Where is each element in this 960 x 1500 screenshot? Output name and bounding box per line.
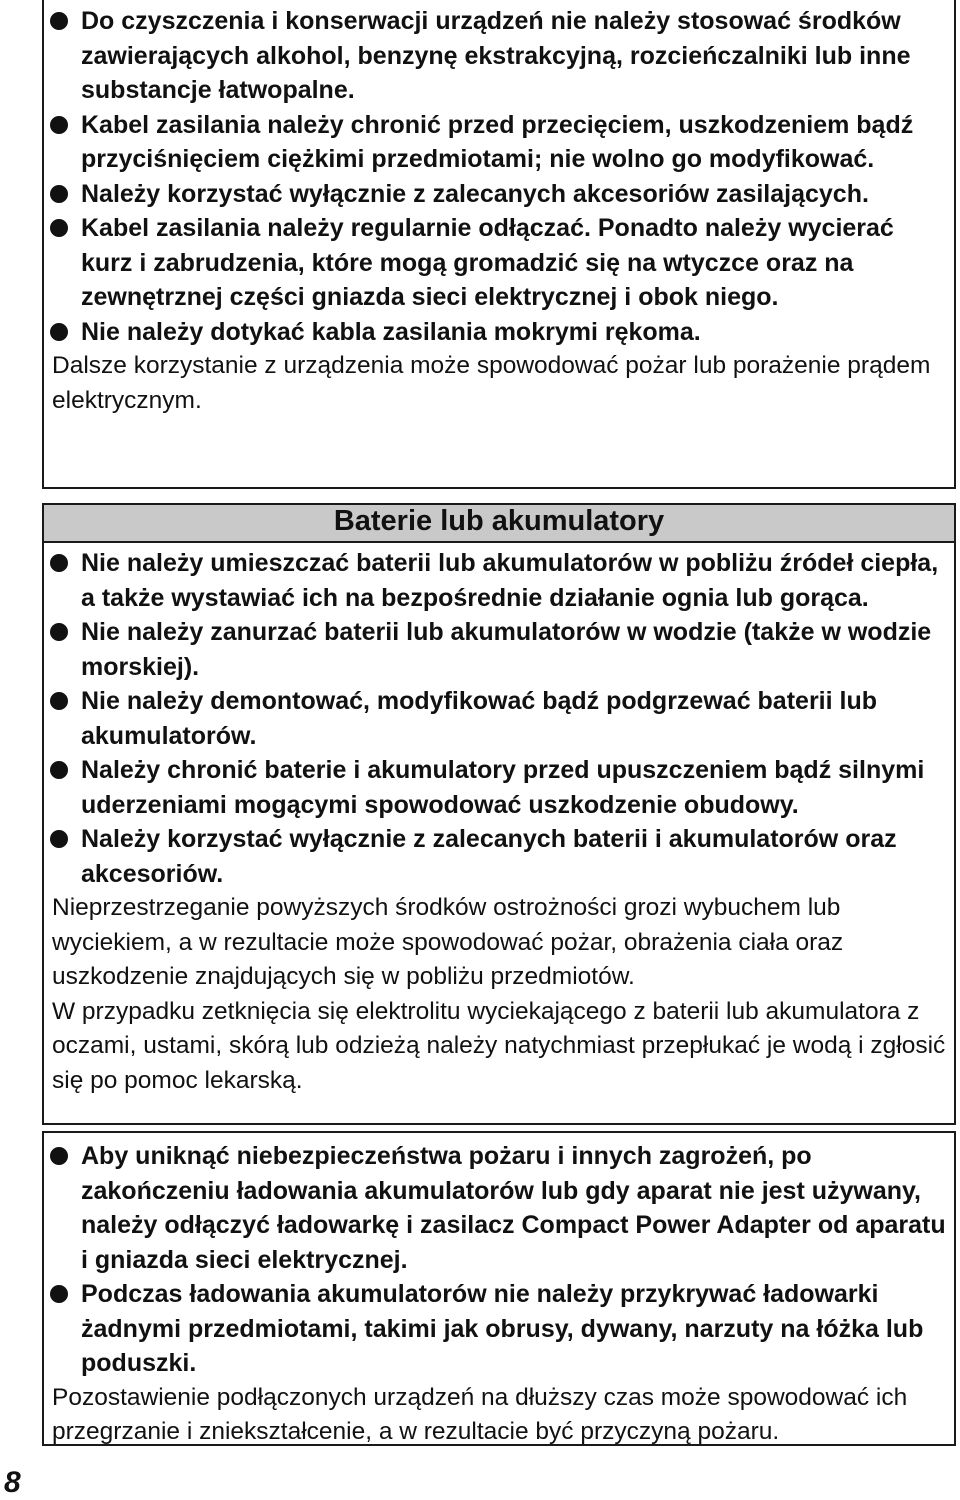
list-item xyxy=(50,315,950,350)
list-item-text: Należy korzystać wyłącznie z zalecanych baterii i akumulatorów oraz akcesoriów. xyxy=(81,825,897,888)
list-item xyxy=(50,546,950,615)
list-item-text: Należy chronić baterie i akumulatory przed upuszczeniem bądź silnymi uderzeniami mogącymi spowodować uszkodzenie obudowy. xyxy=(81,756,925,819)
list-item-text: Do czyszczenia i konserwacji urządzeń nie należy stosować środków zawierających alkohol, benzynę ekstrakcyjną, rozcieńczalniki lub inne substancje łatwopalne. xyxy=(81,7,911,104)
page-number: 8 xyxy=(4,1466,21,1499)
list-item xyxy=(50,4,950,108)
bullet-icon xyxy=(50,116,68,134)
bullet-icon xyxy=(50,12,68,30)
list-item-text: Kabel zasilania należy chronić przed przecięciem, uszkodzeniem bądź przyciśnięciem ciężkimi przedmiotami; nie wolno go modyfikować. xyxy=(81,110,914,173)
list-item-text: Nie należy dotykać kabla zasilania mokrymi rękoma. xyxy=(81,317,701,346)
bullet-icon xyxy=(50,761,68,779)
bullet-icon xyxy=(50,830,68,848)
section-heading: Baterie lub akumulatory xyxy=(44,505,954,543)
power-cable-warning-box xyxy=(42,0,956,489)
list-item-text: Aby uniknąć niebezpieczeństwa pożaru i innych zagrożeń, po zakończeniu ładowania akumulatorów lub gdy aparat nie jest używany, należy odłączyć ładowarkę i zasilacz Compact Power Adapter od aparatu i gniazda sieci elektrycznej. xyxy=(81,1142,946,1274)
list-item xyxy=(50,177,950,212)
list-item-text: Należy korzystać wyłącznie z zalecanych akcesoriów zasilających. xyxy=(81,179,869,208)
list-item xyxy=(50,1277,950,1381)
list-item xyxy=(50,822,950,891)
bullet-icon xyxy=(50,623,68,641)
consequence-note: Dalsze korzystanie z urządzenia może spowodować pożar lub porażenie prądem elektrycznym. xyxy=(52,352,931,414)
list-item-text: Podczas ładowania akumulatorów nie należy przykrywać ładowarki żadnymi przedmiotami, takimi jak obrusy, dywany, narzuty na łóżka lub poduszki. xyxy=(81,1280,924,1377)
bullet-icon xyxy=(50,692,68,710)
bullet-icon xyxy=(50,1147,68,1165)
bullet-icon xyxy=(50,219,68,237)
bullet-icon xyxy=(50,1285,68,1303)
list-item xyxy=(50,753,950,822)
consequence-note: Nieprzestrzeganie powyższych środków ostrożności grozi wybuchem lub wyciekiem, a w rezultacie może spowodować pożar, obrażenia ciała oraz uszkodzenie znajdujących się w pobliżu przedmiotów. xyxy=(52,894,844,990)
batteries-warning-box xyxy=(42,503,956,1125)
list-item-text: Kabel zasilania należy regularnie odłączać. Ponadto należy wycierać kurz i zabrudzenia, które mogą gromadzić się na wtyczce oraz na zewnętrznej części gniazda sieci elektrycznej i obok niego. xyxy=(81,214,894,311)
bullet-icon xyxy=(50,185,68,203)
list-item xyxy=(50,1139,950,1277)
consequence-note: Pozostawienie podłączonych urządzeń na dłuższy czas może spowodować ich przegrzanie i zniekształcenie, a w rezultacie być przyczyną pożaru. xyxy=(52,1383,908,1445)
bullet-icon xyxy=(50,554,68,572)
list-item-text: Nie należy umieszczać baterii lub akumulatorów w pobliżu źródeł ciepła, a także wystawiać ich na bezpośrednie działanie ognia lub gorąca. xyxy=(81,549,939,612)
list-item xyxy=(50,108,950,177)
bullet-icon xyxy=(50,323,68,341)
electrolyte-note: W przypadku zetknięcia się elektrolitu wyciekającego z baterii lub akumulatora z oczami, ustami, skórą lub odzieżą należy natychmiast przepłukać je wodą i zgłosić się po pomoc lekarską. xyxy=(52,997,946,1094)
list-item xyxy=(50,615,950,684)
list-item xyxy=(50,684,950,753)
charging-warning-box xyxy=(42,1131,956,1446)
list-item-text: Nie należy zanurzać baterii lub akumulatorów w wodzie (także w wodzie morskiej). xyxy=(81,618,932,681)
list-item xyxy=(50,211,950,315)
list-item-text: Nie należy demontować, modyfikować bądź podgrzewać baterii lub akumulatorów. xyxy=(81,687,877,750)
